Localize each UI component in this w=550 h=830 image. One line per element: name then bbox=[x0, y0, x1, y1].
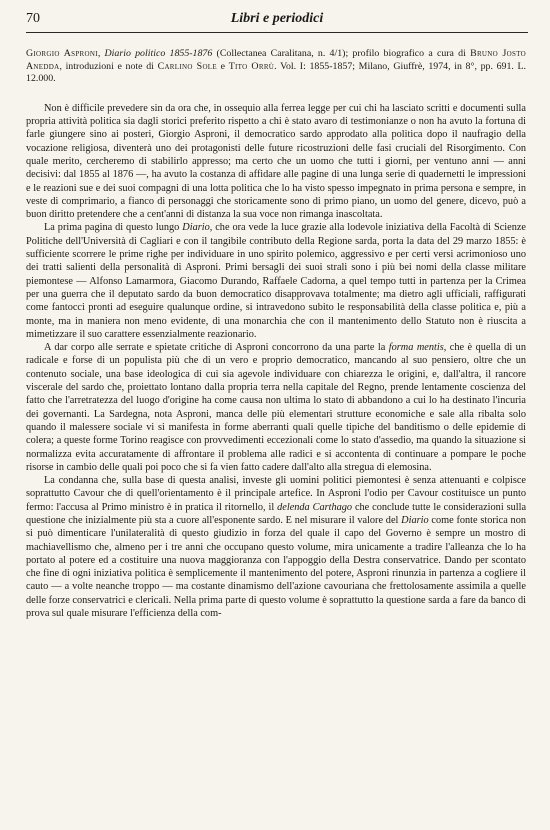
citation-mid: , introduzioni e note di bbox=[59, 60, 154, 72]
paragraph-3-text-a: A dar corpo alle serrate e spietate critiche di Asproni concorrono da una parte la bbox=[44, 342, 386, 354]
citation-and: e bbox=[220, 60, 226, 72]
paragraph-4-emphasis-2: Diario bbox=[401, 514, 429, 526]
citation-publication: . Vol. I: 1855-1857; Milano, Giuffrè, 1974, in 8°, pp. 691. L. 12.000. bbox=[26, 60, 527, 85]
paragraph-4-text-c: come fonte storica non si può dimenticare l'unilateralità di questo giudizio in forza del quale il capo del Governo è sempre un mostro di machiavellismo che, almeno per i tre anni che occupano questo volume, mira unicamente a tradire l'alleanza che lo ha portato al potere ed a costituire una nuova maggioranza con l'appoggio della Destra conservatrice. Dando per scontato che fine di ogni iniziativa politica è semplicemente il mantenimento del potere, Asproni rinunzia in partenza a cogliere il cauto — a volte neanche troppo — ma costante dinamismo dell'azione cavouriana che frettolosamente assimila a quelle delle forze conservatrici e clericali. Nella prima parte di questo volume è soprattutto la questione sarda a fare da banco di prova sul quale misurare l'efficienza della com- bbox=[26, 514, 527, 620]
paragraph-4-emphasis-1: delenda Carthago bbox=[277, 501, 353, 513]
citation-author: Giorgio Asproni bbox=[26, 48, 98, 59]
paragraph-2-text-a: La prima pagina di questo lungo bbox=[44, 222, 180, 234]
citation-title: Diario politico 1855-1876 bbox=[104, 48, 213, 59]
paragraph-4 bbox=[26, 474, 526, 620]
page-header bbox=[26, 10, 528, 33]
paragraph-3 bbox=[26, 341, 526, 474]
citation-editor-2: Carlino Sole bbox=[157, 60, 217, 72]
paragraph-1: Non è difficile prevedere sin da ora che, in ossequio alla ferrea legge per cui chi ha lasciato scritti e documenti sulla propria attività politica sia dagli storici preferito rispetto a chi è stato avaro di testimonianze o non ha avuto la fortuna di farle giungere sino ai posteri, Giorgio Asproni, il democratico sardo approdato alla politica dopo il naufragio della vocazione religiosa, diventerà uno dei protagonisti delle future ricostruzioni delle fasi cruciali del Risorgimento. Con quale merito, cercheremo di stabilirlo appresso; ma certo che un uomo che tutti i giorni, per ventuno anni — anni decisivi: dal 1855 al 1876 —, ha avuto la costanza di affidare alle pagine di una lunga serie di quadernetti le impressioni e le reazioni sue e dei suoi compagni di una lotta politica che lo ha visto spesso impegnato in prima persona e sempre, in veste di comprimario, a fianco di personaggi che storicamente sono di primo piano, un uomo del genere, dicevo, può a buon diritto pretendere che a cent'anni di distanza la sua voce non rimanga inascoltata. bbox=[26, 102, 526, 221]
citation-series: (Collectanea Caralitana, n. 4/1); profilo biografico a cura di bbox=[216, 48, 466, 59]
review-body bbox=[26, 102, 526, 621]
paragraph-3-emphasis: forma mentis bbox=[388, 342, 444, 354]
paragraph-2-text-b: , che ora vede la luce grazie alla lodevole iniziativa della Facoltà di Scienze Politiche dell'Università di Cagliari e con il tangibile contributo della Regione sarda, porta la data del 29 marzo 1855: è sufficiente scorrere le prime righe per individuare in uno spirito polemico, aggressivo e per certi versi acrimonioso uno dei tratti salienti della personalità di Asproni. Primi bersagli dei suoi strali sono i più bei nomi della classe militare piemontese — Alfonso Lamarmora, Giacomo Durando, Raffaele Cadorna, a quel tempo tutti in partenza per la Crimea per una guerra che il deputato sardo da buon democratico disapprovava totalmente; ma dietro agli ufficiali, raffigurati come fantocci pronti ad eseguire qualunque ordine, si intravedono subito le responsabilità della classe politica e, più a monte, ma in maniera non meno evidente, di una monarchia che con il mantenimento dello Statuto non è riuscita a mimetizzare il suo carattere essenzialmente reazionario. bbox=[26, 222, 526, 340]
paragraph-4-text-a: La condanna che, sulla base di questa analisi, investe gli uomini politici piemontesi è senza attenuanti e colpisce soprattutto Cavour che di quell'orientamento è il principale artefice. In Asproni l'odio per Cavour costituisce un punto fermo: l'accusa al Primo ministro è in pratica il ritornello, il bbox=[26, 475, 526, 513]
citation-editor-1: Bruno Josto Anedda bbox=[26, 48, 527, 72]
paragraph-4-text-b: che conclude tutte le considerazioni sulla questione che inizialmente più sta a cuore all'esponente sardo. E nel misurare il valore del bbox=[26, 501, 527, 526]
book-citation: Giorgio Asproni, Diario politico 1855-1876 (Collectanea Caralitana, n. 4/1); profilo biografico a cura di Bruno Josto Anedda, introduzioni e note di Carlino Sole e Tito Orrù. Vol. I: 1855-1857; Milano, Giuffrè, 1974, in 8°, pp. 691. L. 12.000. bbox=[26, 48, 527, 85]
citation-editor-3: Tito Orrù bbox=[228, 60, 275, 72]
page-number: 70 bbox=[26, 11, 40, 26]
paragraph-2-emphasis: Diario bbox=[182, 222, 210, 234]
paragraph-2 bbox=[26, 221, 526, 341]
paragraph-3-text-b: , che è quella di un radicale e forse di un populista più che di un vero e proprio democratico, mancando al suo pensiero, oltre che un contenuto sociale, una base ideologica di cui sia agevole individuare con chiarezza le origini, e, dall'altra, il rancore viscerale del sardo che, proiettato lontano dalla propria terra nella capitale del Regno, prende lentamente coscienza del fatto che l'arretratezza del luogo d'origine ha come causa non ultima lo stato di abbandono a cui lo ha destinato l'incuria dei governanti. La Sardegna, nota Asproni, manca delle più elementari strutture economiche e sale alla ribalta solo quando il malessere sociale vi si manifesta in forme aberranti quali quelle tipiche del banditismo o delle epidemie di colera; a queste forme Torino reagisce con provvedimenti eccezionali come lo stato d'assedio, ma quando la situazione si normalizza evita accuratamente di affrontare il problema alle radici e si accontenta di continuare a pompare le poche risorse in cambio delle quali poi poco che si fa vien fatto cadere dall'alto alla stregua di elemosina. bbox=[26, 342, 526, 473]
running-title: Libri e periodici bbox=[230, 11, 324, 26]
article bbox=[26, 48, 526, 620]
